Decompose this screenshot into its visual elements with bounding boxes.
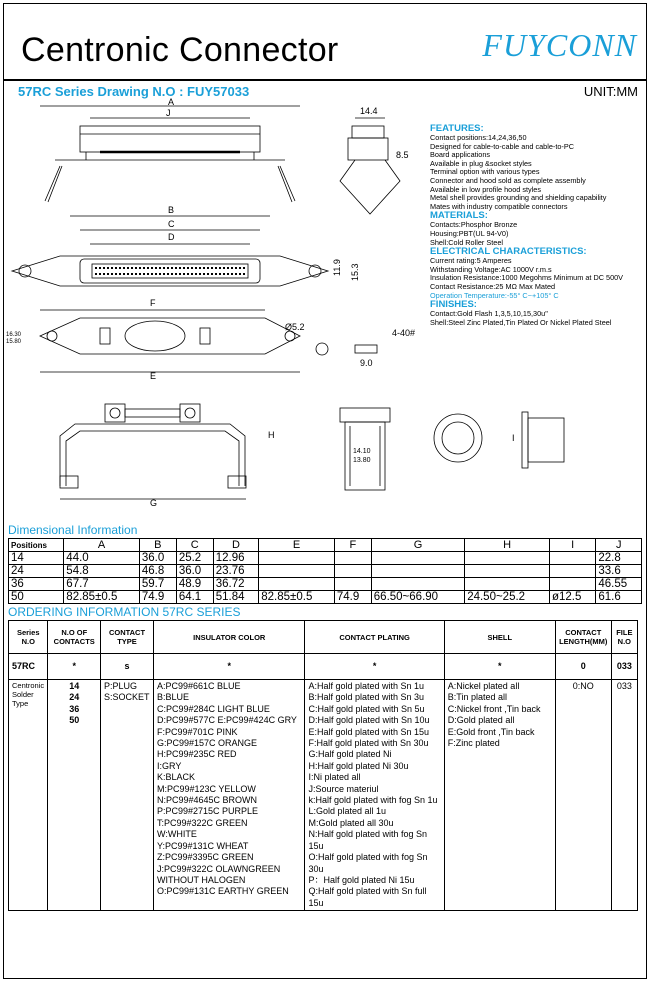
label-J: J	[166, 108, 171, 118]
col-insulator: INSULATOR COLOR	[154, 621, 305, 654]
cell: 64.1	[176, 591, 213, 604]
label-H: H	[268, 430, 275, 440]
bottom-view	[6, 298, 415, 381]
label-D: D	[168, 232, 175, 242]
operation-temperature: Operation Temperature:-55° C~+105° C	[430, 290, 559, 300]
ordering-title: ORDERING INFORMATION 57RC SERIES	[8, 605, 241, 619]
cell	[259, 578, 335, 591]
cell	[259, 552, 335, 565]
ordering-table	[8, 620, 638, 911]
finishes-heading: FINISHES:	[430, 299, 477, 311]
col-d: D	[213, 539, 259, 552]
label-14-10: 14.10	[353, 448, 371, 455]
col-contacts: N.O OF CONTACTS	[48, 621, 101, 654]
header	[3, 3, 647, 81]
materials-text: Contacts:Phosphor Bronze Housing:PBT(UL 94-V0) Shell:Cold Roller Steel	[430, 220, 518, 247]
cell: 66.50~66.90	[371, 591, 464, 604]
label-C: C	[168, 219, 175, 229]
col-a: A	[64, 539, 140, 552]
col-contact-type: CONTACT TYPE	[100, 621, 153, 654]
cell	[334, 565, 371, 578]
section-view	[340, 408, 390, 490]
table-row	[9, 552, 642, 565]
cell: 46.8	[139, 565, 176, 578]
cell: 50	[9, 591, 64, 604]
label-A: A	[168, 97, 175, 107]
cell: *	[48, 654, 101, 680]
options-row	[9, 680, 638, 911]
cell	[334, 552, 371, 565]
contact-length-options: 0:NO	[555, 680, 611, 911]
col-shell: SHELL	[444, 621, 555, 654]
cell	[259, 565, 335, 578]
cell: 033	[611, 654, 637, 680]
cell: 82.85±0.5	[259, 591, 335, 604]
cell: s	[100, 654, 153, 680]
cell: 74.9	[139, 591, 176, 604]
materials-heading: MATERIALS:	[430, 210, 488, 222]
label-I: I	[512, 433, 515, 443]
cell	[549, 552, 595, 565]
label-15-80: 15.80	[6, 339, 22, 345]
table-header-row	[9, 621, 638, 654]
cell: 59.7	[139, 578, 176, 591]
col-i: I	[549, 539, 595, 552]
cell: 14	[9, 552, 64, 565]
label-4-40: 4-40#	[392, 328, 416, 338]
label-5-2: Ø5.2	[285, 322, 305, 332]
label-F: F	[150, 298, 156, 308]
series-drawing-number: 57RC Series Drawing N.O : FUY57033	[18, 84, 250, 99]
electrical-text: Current rating:5 Amperes Withstanding Voltage:AC 1000V r.m.s Insulation Resistance:1000 Megohms Minimum at DC 500V Contact Resistance:25 MΩ Max Mated	[430, 256, 624, 291]
cell: 74.9	[334, 591, 371, 604]
features-panel	[430, 124, 648, 327]
table-header-row	[9, 539, 642, 552]
cell: *	[154, 654, 305, 680]
hood-view	[60, 404, 275, 508]
cell: 36.0	[176, 565, 213, 578]
table-row	[9, 578, 642, 591]
cell: 36.72	[213, 578, 259, 591]
contact-type-options: P:PLUG S:SOCKET	[100, 680, 153, 911]
cell: 44.0	[64, 552, 140, 565]
unit-label: UNIT:MM	[583, 84, 638, 99]
col-g: G	[371, 539, 464, 552]
col-b: B	[139, 539, 176, 552]
cell: 46.55	[596, 578, 642, 591]
cell: 48.9	[176, 578, 213, 591]
label-11-9: 11.9	[332, 259, 342, 276]
cell: 67.7	[64, 578, 140, 591]
cell: *	[305, 654, 444, 680]
cell	[549, 565, 595, 578]
label-B: B	[168, 205, 175, 215]
col-length: CONTACT LENGTH(MM)	[555, 621, 611, 654]
cell	[371, 552, 464, 565]
front-view	[12, 205, 360, 286]
table-row	[9, 565, 642, 578]
label-14-4: 14.4	[360, 106, 378, 116]
cell: 24.50~25.2	[465, 591, 550, 604]
dimensional-table	[8, 538, 642, 604]
insulator-color-options: A:PC99#661C BLUE B:BLUE C:PC99#284C LIGHT BLUE D:PC99#577C E:PC99#424C GRY F:PC99#701C PINK G:PC99#157C ORANGE H:PC99#235C RED I:GRY K:BLACK M:PC99#123C YELLOW N:PC99#4645C BROWN P:PC99#2715C PURPLE T:PC99#322C GREEN W:WHITE Y:PC99#131C WHEAT Z:PC99#3395C GREEN J:PC99#322C OLAWNGREEN WITHOUT HALOGEN O:PC99#131C EARTHY GREEN	[154, 680, 305, 911]
label-E: E	[150, 371, 157, 381]
page-title: Centronic Connector	[21, 31, 339, 69]
cell: 24	[9, 565, 64, 578]
label-15-3: 15.3	[350, 263, 360, 281]
cell: 36	[9, 578, 64, 591]
cell: 57RC	[9, 654, 48, 680]
cell	[334, 578, 371, 591]
code-row	[9, 654, 638, 680]
cell	[371, 578, 464, 591]
col-file: FILE N.O	[611, 621, 637, 654]
contact-plating-options: A:Half gold plated with Sn 1u B:Half gold plated with Sn 3u C:Half gold plated with Sn 5u D:Half gold plated with Sn 10u E:Half gold plated with Sn 15u F:Half gold plated with Sn 30u G:Half gold plated Ni H:Half gold plated Ni 30u I:Ni plated all J:Source materiul k:Half gold plated with fog Sn 1u L:Gold plated all 1u M:Gold plated all 30u N:Half gold plated with fog Sn 15u O:Half gold plated with fog Sn 30u P：Half gold plated Ni 15u Q:Half gold plated with Sn full 15u	[305, 680, 444, 911]
cell: 12.96	[213, 552, 259, 565]
round-views	[434, 412, 564, 468]
col-j: J	[596, 539, 642, 552]
cell: *	[444, 654, 555, 680]
label-8-5: 8.5	[396, 150, 409, 160]
side-view	[340, 106, 409, 214]
finishes-text: Contact:Gold Flash 1,3,5,10,15,30u" Shell:Steel Zinc Plated,Tin Plated Or Nickel Plated Steel	[430, 309, 612, 327]
col-h: H	[465, 539, 550, 552]
col-positions: Positions	[9, 539, 64, 552]
cell	[549, 578, 595, 591]
cell: 54.8	[64, 565, 140, 578]
col-c: C	[176, 539, 213, 552]
brand-logo-text: FUYCONN	[482, 27, 637, 63]
contacts-options: 14 24 36 50	[48, 680, 101, 911]
electrical-heading: ELECTRICAL CHARACTERISTICS:	[430, 246, 587, 258]
cell: 33.6	[596, 565, 642, 578]
cell	[465, 565, 550, 578]
label-9-0: 9.0	[360, 358, 373, 368]
col-f: F	[334, 539, 371, 552]
cell: 61.6	[596, 591, 642, 604]
table-row	[9, 591, 642, 604]
dimensional-title: Dimensional Information	[8, 523, 138, 537]
col-e: E	[259, 539, 335, 552]
features-heading: FEATURES:	[430, 123, 484, 134]
cell: 36.0	[139, 552, 176, 565]
shell-options: A:Nickel plated all B:Tin plated all C:Nickel front ,Tin back D:Gold plated all E:Gold front ,Tin back F:Zinc plated	[444, 680, 555, 911]
col-series: Series N.O	[9, 621, 48, 654]
cell: ø12.5	[549, 591, 595, 604]
series-description: Centronic Solder Type	[9, 680, 48, 911]
cell: 23.76	[213, 565, 259, 578]
label-G: G	[150, 498, 158, 508]
cell	[465, 578, 550, 591]
cell: 0	[555, 654, 611, 680]
file-number: 033	[611, 680, 637, 911]
col-plating: CONTACT PLATING	[305, 621, 444, 654]
cell: 51.84	[213, 591, 259, 604]
cell: 82.85±0.5	[64, 591, 140, 604]
cell	[465, 552, 550, 565]
cell: 25.2	[176, 552, 213, 565]
label-16-30: 16.30	[6, 332, 22, 338]
features-text: Contact positions:14,24,36,50 Designed for cable-to-cable and cable-to-PC Board applications Available in plug &socket styles Terminal option with various types Connector and hood sold as complete assembly Available in low profile hood styles Metal shell provides grounding and shielding capability Mates with industry compatible connectors	[430, 133, 607, 211]
cell	[371, 565, 464, 578]
label-13-80: 13.80	[353, 457, 371, 464]
top-view	[40, 97, 300, 202]
cell: 22.8	[596, 552, 642, 565]
